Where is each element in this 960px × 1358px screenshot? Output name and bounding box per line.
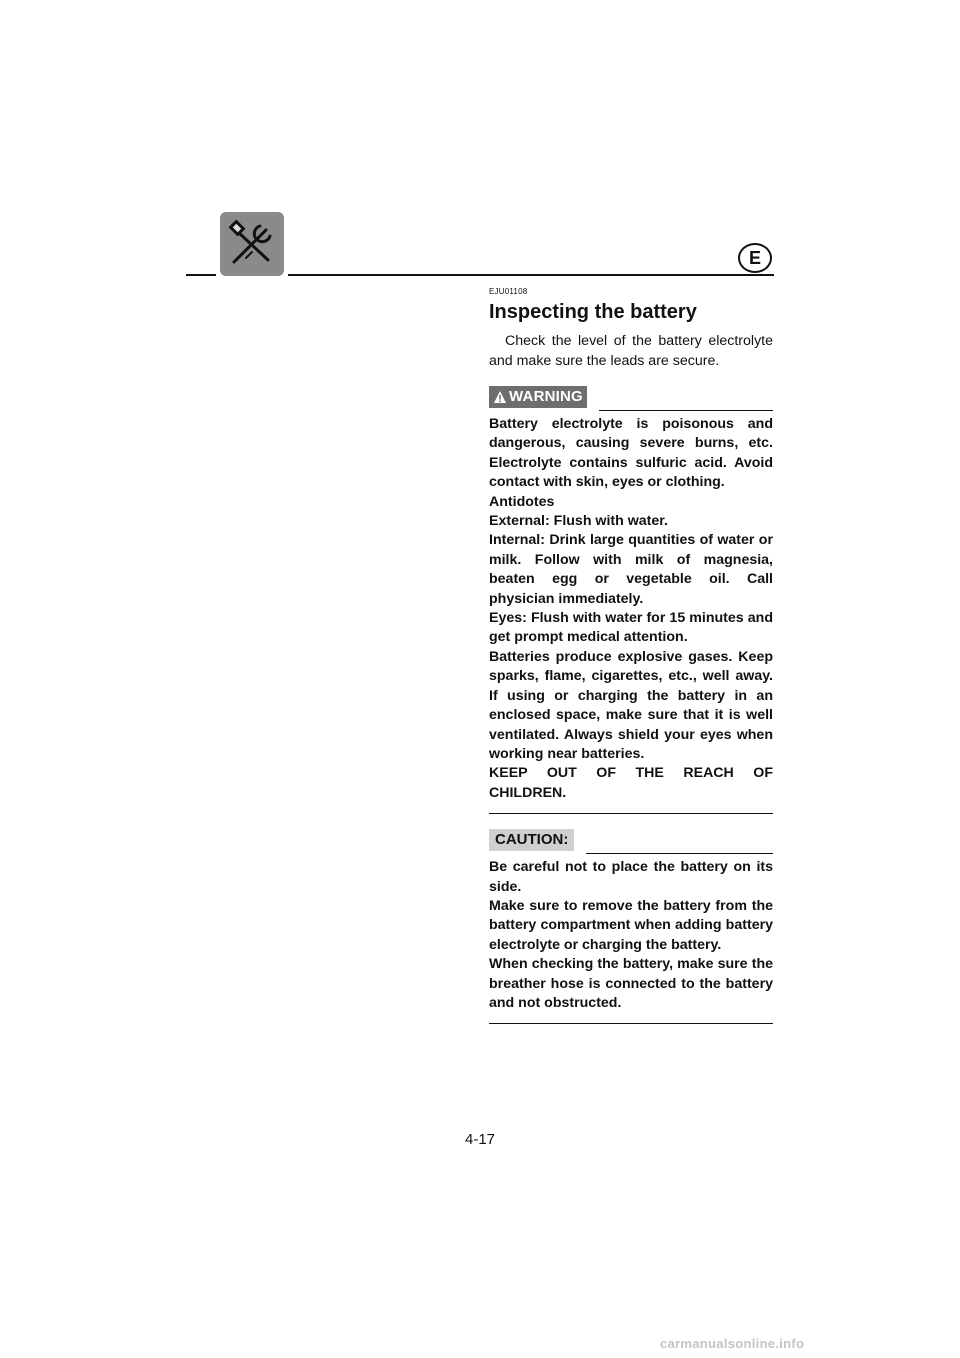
warning-line: Antidotes — [489, 493, 555, 510]
warning-label: WARNING — [509, 388, 583, 405]
warning-badge — [489, 386, 587, 408]
warning-body — [489, 415, 773, 803]
section-code: EJU01108 — [489, 287, 528, 296]
caution-header — [489, 828, 773, 852]
intro-paragraph: Check the level of the battery electrolyte and make sure the leads are secure. — [489, 333, 773, 369]
warning-line: Batteries produce explosive gases. Keep sparks, flame, cigarettes, etc., well away. If using or charging the battery in an enclosed space, make sure that it is well ventilated. Always shield your eyes when working near batteries. — [489, 648, 773, 762]
caution-line: When checking the battery, make sure the breather hose is connected to the battery and not obstructed. — [489, 956, 773, 1011]
warning-header — [489, 385, 773, 409]
caution-body — [489, 858, 773, 1013]
warning-line: Eyes: Flush with water for 15 minutes and get prompt medical attention. — [489, 610, 773, 646]
language-badge: E — [738, 243, 772, 273]
caution-end-rule — [489, 1023, 773, 1024]
caution-badge: CAUTION: — [489, 829, 574, 851]
warning-header-rule — [599, 410, 773, 411]
warning-end-rule — [489, 813, 773, 814]
warning-line: Battery electrolyte is poisonous and dangerous, causing severe burns, etc. Electrolyte contains sulfuric acid. Avoid contact with skin, eyes or clothing. — [489, 416, 773, 491]
tools-icon — [220, 212, 284, 276]
warning-line: KEEP OUT OF THE REACH OF CHILDREN. — [489, 765, 773, 801]
caution-line: Be careful not to place the battery on its side. — [489, 859, 773, 895]
main-content — [489, 287, 773, 1024]
warning-line: External: Flush with water. — [489, 513, 668, 530]
caution-header-rule — [586, 853, 773, 854]
warning-line: Internal: Drink large quantities of water or milk. Follow with milk of magnesia, beaten egg or vegetable oil. Call physician immediately. — [489, 532, 773, 607]
caution-line: Make sure to remove the battery from the battery compartment when adding battery electrolyte or charging the battery. — [489, 897, 773, 953]
warning-triangle-icon — [493, 390, 507, 404]
header-rule-left — [186, 274, 216, 276]
section-title: Inspecting the battery — [489, 301, 697, 323]
page-number: 4-17 — [464, 1131, 496, 1148]
watermark: carmanualsonline.info — [660, 1336, 805, 1351]
header-rule-right — [288, 274, 774, 276]
